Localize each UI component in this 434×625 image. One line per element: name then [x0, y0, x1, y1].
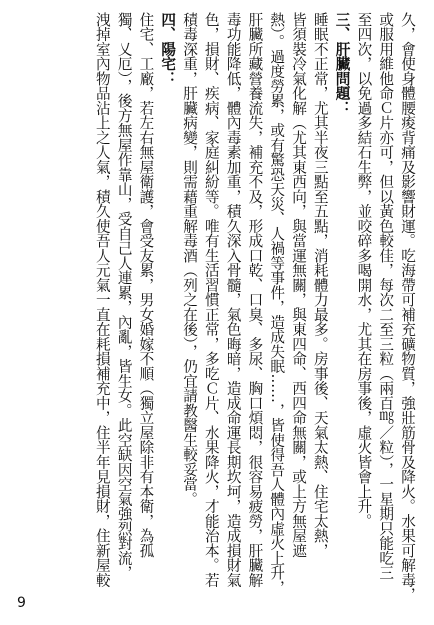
text-column-1: 久，會使身體腰痠背痛及影響財運。吃海帶可補充礦物質，強壯筋骨及降火。水果可解毒， — [399, 12, 416, 602]
section-heading-house: 四、陽宅： — [159, 12, 177, 86]
text-column-6: 皆須裝冷氣化解（尤其東西向，與當運無關，與東四命、西四命無關，或上方無屋遮 — [290, 12, 308, 558]
text-column-2: 或服用維他命Ｃ片亦可，但以黃色較佳，每次二至三粒（兩百㎎／粒），一星期只能吃三 — [377, 12, 395, 580]
text-column-11: 積毒深重，肝臟病變，則需藉重解毒酒（列之在後），仍宜請教醫生較妥當。 — [181, 12, 199, 507]
text-column-10: 色，損財、疾病、家庭糾紛等。唯有生活習慣正常，多吃Ｃ片、水果降火，才能治本。若 — [202, 12, 220, 588]
text-column-3: 至四次，以免過多結石生弊，並咬碎多喝開水，尤其在房事後，虛火皆會上升。 — [355, 12, 373, 529]
text-column-8: 肝臟所藏營養流失，補充不及，形成口乾、口臭、多尿、胸口煩悶，很容易疲勞，肝臟解 — [246, 12, 264, 588]
section-heading-liver: 三、肝臟問題： — [333, 12, 351, 116]
text-column-13: 住宅、工廠，若左右無屋衛護，會受友累，男女婚嫁不順（獨立屋除非有本衛，為孤 — [137, 12, 155, 558]
text-column-7: 熱）。過度勞累，或有驚恐天災、人禍等事件，造成失眠……，皆使得吾人體內虛火上升， — [268, 12, 286, 595]
page-number: 9 — [17, 595, 26, 611]
vertical-text-block — [16, 12, 418, 602]
text-column-14: 獨、乂厄），後方無屋作靠山，受自己人連累，內亂，皆生女。此空缺因空氣強烈對流， — [115, 12, 133, 580]
text-column-15: 洩掉室內物品沾上之人氣，積久使吾人元氣一直在耗損補充中，住半年見損財，住新屋較 — [93, 12, 111, 588]
text-column-9: 毒功能降低，體內毒素加重，積久深入骨髓，氣色晦暗，造成命運長期坎坷，造成損財氣 — [224, 12, 242, 588]
text-column-5: 睡眠不正常，尤其半夜三點至五點，消耗體力最多。房事後、天氣太熱、住宅太熱， — [311, 12, 329, 558]
